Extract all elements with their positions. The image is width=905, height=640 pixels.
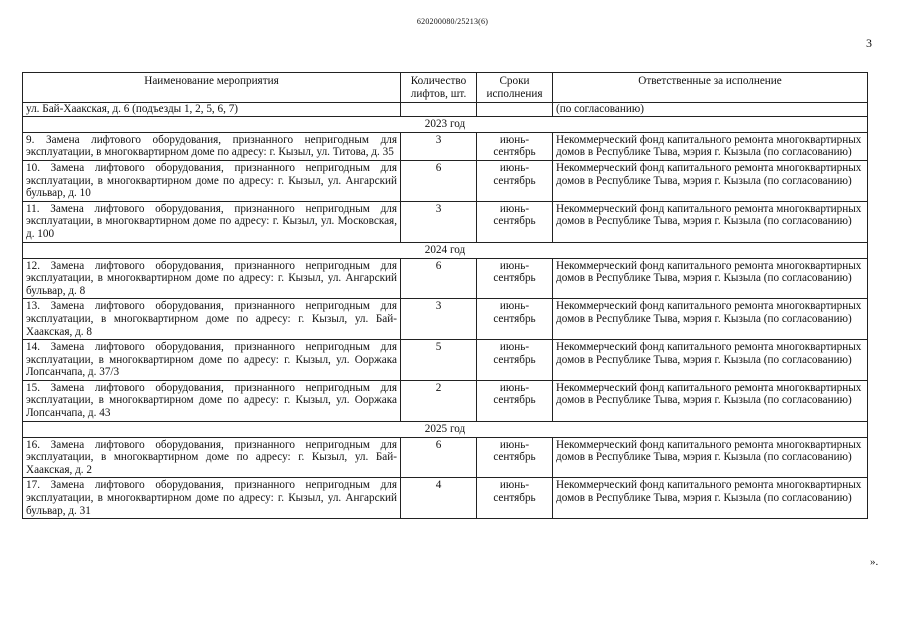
column-header-responsible: Ответственные за исполнение: [553, 73, 868, 103]
cell-responsible: Некоммерческий фонд капитального ремонта многоквартирных домов в Республике Тыва, мэрия г. Кызыла (по согласованию): [553, 478, 868, 519]
cell-count: 6: [401, 160, 477, 201]
cell-term: июнь-сентябрь: [477, 201, 553, 242]
year-row: [23, 116, 868, 132]
continuation-count: [401, 103, 477, 117]
document-code: 620200080/25213(6): [416, 17, 489, 26]
column-header-count: Количество лифтов, шт.: [401, 73, 477, 103]
cell-responsible: Некоммерческий фонд капитального ремонта многоквартирных домов в Республике Тыва, мэрия г. Кызыла (по согласованию): [553, 201, 868, 242]
cell-responsible: Некоммерческий фонд капитального ремонта многоквартирных домов в Республике Тыва, мэрия г. Кызыла (по согласованию): [553, 132, 868, 160]
continuation-term: [477, 103, 553, 117]
cell-count: 3: [401, 132, 477, 160]
cell-responsible: Некоммерческий фонд капитального ремонта многоквартирных домов в Республике Тыва, мэрия г. Кызыла (по согласованию): [553, 340, 868, 381]
table-row: [23, 380, 868, 421]
column-header-name: Наименование мероприятия: [23, 73, 401, 103]
cell-term: июнь-сентябрь: [477, 258, 553, 299]
cell-term: июнь-сентябрь: [477, 437, 553, 478]
table-body: [23, 103, 868, 519]
cell-count: 3: [401, 299, 477, 340]
measures-table: [22, 72, 868, 519]
cell-count: 3: [401, 201, 477, 242]
cell-term: июнь-сентябрь: [477, 160, 553, 201]
cell-count: 5: [401, 340, 477, 381]
cell-name: 10. Замена лифтового оборудования, признанного непригодным для эксплуатации, в многоквартирном доме по адресу: г. Кызыл, ул. Ангарский бульвар, д. 10: [23, 160, 401, 201]
page-number: 3: [866, 36, 872, 50]
cell-name: 14. Замена лифтового оборудования, признанного непригодным для эксплуатации, в многоквартирном доме по адресу: г. Кызыл, ул. Ооржака Лопсанчапа, д. 37/3: [23, 340, 401, 381]
table-row: [23, 160, 868, 201]
cell-responsible: Некоммерческий фонд капитального ремонта многоквартирных домов в Республике Тыва, мэрия г. Кызыла (по согласованию): [553, 437, 868, 478]
column-header-term: Сроки исполнения: [477, 73, 553, 103]
year-heading: 2023 год: [23, 116, 868, 132]
year-heading: 2025 год: [23, 421, 868, 437]
continuation-responsible: (по согласованию): [553, 103, 868, 117]
cell-responsible: Некоммерческий фонд капитального ремонта многоквартирных домов в Республике Тыва, мэрия г. Кызыла (по согласованию): [553, 160, 868, 201]
table-row: [23, 201, 868, 242]
closing-quote: ».: [870, 556, 879, 568]
cell-name: 16. Замена лифтового оборудования, признанного непригодным для эксплуатации, в многоквартирном доме по адресу: г. Кызыл, ул. Бай-Хаакская, д. 2: [23, 437, 401, 478]
cell-term: июнь-сентябрь: [477, 380, 553, 421]
continuation-row: [23, 103, 868, 117]
cell-name: 13. Замена лифтового оборудования, признанного непригодным для эксплуатации, в многоквартирном доме по адресу: г. Кызыл, ул. Бай-Хаакская, д. 8: [23, 299, 401, 340]
year-row: [23, 242, 868, 258]
cell-count: 2: [401, 380, 477, 421]
cell-count: 6: [401, 258, 477, 299]
table-header-row: [23, 73, 868, 103]
table-row: [23, 258, 868, 299]
cell-responsible: Некоммерческий фонд капитального ремонта многоквартирных домов в Республике Тыва, мэрия г. Кызыла (по согласованию): [553, 380, 868, 421]
table-row: [23, 340, 868, 381]
cell-responsible: Некоммерческий фонд капитального ремонта многоквартирных домов в Республике Тыва, мэрия г. Кызыла (по согласованию): [553, 258, 868, 299]
cell-responsible: Некоммерческий фонд капитального ремонта многоквартирных домов в Республике Тыва, мэрия г. Кызыла (по согласованию): [553, 299, 868, 340]
cell-count: 4: [401, 478, 477, 519]
cell-term: июнь-сентябрь: [477, 340, 553, 381]
cell-name: 15. Замена лифтового оборудования, признанного непригодным для эксплуатации, в многоквартирном доме по адресу: г. Кызыл, ул. Ооржака Лопсанчапа, д. 43: [23, 380, 401, 421]
cell-name: 12. Замена лифтового оборудования, признанного непригодным для эксплуатации, в многоквартирном доме по адресу: г. Кызыл, ул. Ангарский бульвар, д. 8: [23, 258, 401, 299]
cell-term: июнь-сентябрь: [477, 299, 553, 340]
cell-name: 9. Замена лифтового оборудования, признанного непригодным для эксплуатации, в многоквартирном доме по адресу: г. Кызыл, ул. Титова, д. 35: [23, 132, 401, 160]
table-row: [23, 299, 868, 340]
cell-term: июнь-сентябрь: [477, 132, 553, 160]
table-row: [23, 132, 868, 160]
year-heading: 2024 год: [23, 242, 868, 258]
table-row: [23, 478, 868, 519]
cell-name: 11. Замена лифтового оборудования, признанного непригодным для эксплуатации, в многоквартирном доме по адресу: г. Кызыл, ул. Московская, д. 100: [23, 201, 401, 242]
cell-term: июнь-сентябрь: [477, 478, 553, 519]
year-row: [23, 421, 868, 437]
cell-name: 17. Замена лифтового оборудования, признанного непригодным для эксплуатации, в многоквартирном доме по адресу: г. Кызыл, ул. Ангарский бульвар, д. 31: [23, 478, 401, 519]
table-row: [23, 437, 868, 478]
continuation-name: ул. Бай-Хаакская, д. 6 (подъезды 1, 2, 5, 6, 7): [23, 103, 401, 117]
cell-count: 6: [401, 437, 477, 478]
